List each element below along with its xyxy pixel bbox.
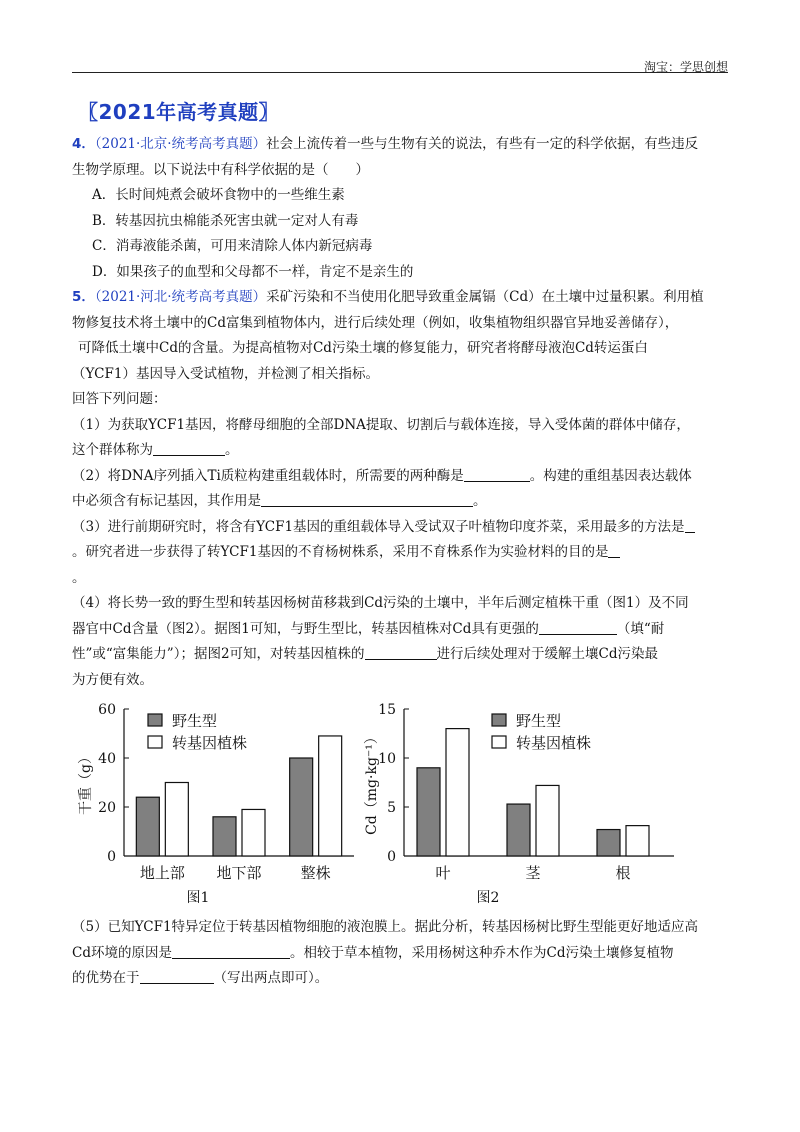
q4-number: 4． [72,136,95,152]
q4-option-b: B．转基因抗虫棉能杀死害虫就一定对人有毒 [92,212,359,229]
bar [417,768,440,856]
q5-sub4-text-d: 性”或“富集能力”）；据图2可知，对转基因植株的 [72,646,365,662]
q5-sub4-line1: （4）将长势一致的野生型和转基因杨树苗移栽到Cd污染的土壤中，半年后测定植株干重（图1）及不同 [72,595,689,611]
figure-caption: 图2 [476,890,500,905]
y-tick-label: 5 [387,800,396,816]
q5-sub5-text-e: （写出两点即可）。 [213,970,329,986]
q5-sub1-end: 。 [225,442,239,458]
legend-label: 野生型 [516,712,562,730]
answer-blank[interactable] [365,643,437,660]
x-tick-label: 地下部 [216,864,262,882]
answer-blank[interactable] [464,465,530,482]
legend-label: 野生型 [172,712,218,730]
q5-sub4-line4: 为方便有效。 [72,671,153,688]
answer-blank[interactable] [685,516,695,533]
bar [626,826,649,856]
bar [507,804,530,856]
q5-sub2-line2 [72,489,732,515]
bar [136,797,159,856]
q5-sub3-text-b: 。研究者进一步获得了转YCF1基因的不育杨树株系，采用不育株系作为实验材料的目的是 [72,544,609,560]
answer-blank[interactable] [172,942,290,959]
q5-sub5-text-d: 的优势在于 [72,970,140,986]
figure-area [72,690,732,905]
y-axis-label: Cd（mg·kg⁻¹） [364,730,380,835]
section-title: 〖2021年高考真题〗 [78,100,280,124]
q4-stem-text: 社会上流传着一些与生物有关的说法，有些有一定的科学依据，有些违反 [266,136,699,152]
y-tick-label: 0 [387,849,396,865]
legend-label: 转基因植株 [516,734,592,752]
answer-blank[interactable] [140,967,214,984]
legend-swatch [492,736,506,748]
q5-sub4-text-c: （填“耐 [616,620,665,637]
questions [72,132,732,693]
q5-stem-line3: 可降低土壤中Cd的含量。为提高植物对Cd污染土壤的修复能力，研究者将酵母液泡Cd转运蛋白 [78,340,648,356]
q5-sub3-text-a: （3）进行前期研究时，将含有YCF1基因的重组载体导入受试双子叶植物印度芥菜，采用最多的方法是 [72,518,685,535]
bar [213,817,236,856]
answer-blank[interactable] [261,490,473,507]
q5-sub3-line3: 。 [72,569,86,586]
answer-blank[interactable] [539,618,617,635]
q5-sub3-line1 [72,515,732,541]
q5-sub2-line1 [72,464,732,490]
answer-blank[interactable] [153,439,225,456]
q5-sub5-line2 [72,941,732,967]
q5-stem-text: 采矿污染和不当使用化肥导致重金属镉（Cd）在土壤中过量积累。利用植 [266,289,704,305]
q5-sub2-text-b: 。构建的重组基因表达载体 [529,467,692,484]
q4-stem-line1 [72,132,732,158]
q5-stem-line2: 物修复技术将土壤中的Cd富集到植物体内，进行后续处理（例如，收集植物组织器官异地妥善储存）， [72,314,679,331]
x-tick-label: 叶 [435,864,451,882]
q4-option-c: C．消毒液能杀菌，可用来清除人体内新冠病毒 [92,238,373,254]
figure-caption: 图1 [186,890,210,905]
q5-sub2-text-a: （2）将DNA序列插入Ti质粒构建重组载体时，所需要的两种酶是 [72,467,464,484]
q4-option-a: A．长时间炖煮会破坏食物中的一些维生素 [92,187,345,203]
q5-sub5 [72,915,732,992]
q4-stem-line2: 生物学原理。以下说法中有科学依据的是（ ） [72,161,369,178]
y-tick-label: 10 [378,751,396,767]
q5-sub2-end: 。 [473,493,487,509]
legend-swatch [148,736,162,748]
y-tick-label: 20 [98,800,116,816]
q5-sub5-line3 [72,966,732,992]
q5-sub4-line3 [72,642,732,668]
bar [290,758,313,856]
q5-sub1-line2 [72,438,732,464]
header-divider [72,72,728,73]
q5-sub5-text-c: 。相较于草本植物，采用杨树这种乔木作为Cd污染土壤修复植物 [289,944,674,961]
bar [165,783,188,857]
y-tick-label: 40 [98,751,116,767]
q5-source: （2021·河北·统考高考真题） [94,289,267,305]
q5-sub4-text-b: 器官中Cd含量（图2）。据图1可知，与野生型比，转基因植株对Cd具有更强的 [72,620,539,637]
figure-2-chart [362,690,692,905]
q5-sub2-text-c: 中必须含有标记基因，其作用是 [72,493,261,509]
answer-blank[interactable] [608,541,620,558]
q4-source: （2021·北京·统考高考真题） [94,136,267,152]
q5-sub4-line2 [72,617,732,643]
x-tick-label: 地上部 [139,864,185,882]
q5-sub1-text: 这个群体称为 [72,442,153,458]
y-tick-label: 60 [98,702,116,718]
q5-sub3-line2 [72,540,732,566]
header-source-text: 淘宝：学思创想 [643,60,728,74]
y-axis-label: 干重（g） [78,750,94,815]
x-tick-label: 整株 [300,864,331,882]
y-tick-label: 15 [378,702,396,718]
legend-swatch [148,714,162,726]
x-tick-label: 根 [615,864,631,882]
q5-stem-line4: （YCF1）基因导入受试植物，并检测了相关指标。 [72,365,379,382]
legend-swatch [492,714,506,726]
bar [446,729,469,856]
q5-prompt: 回答下列问题： [72,391,167,407]
bar [242,809,265,856]
q5-stem-line1 [72,285,732,311]
q5-number: 5． [72,289,95,305]
y-tick-label: 0 [107,849,116,865]
bar [536,785,559,856]
legend-label: 转基因植株 [172,734,248,752]
bar [319,736,342,856]
figure-1-chart [72,690,372,905]
q5-sub5-line1: （5）已知YCF1特异定位于转基因植物细胞的液泡膜上。据此分析，转基因杨树比野生型能更好地适应高 [72,919,699,935]
bar [597,830,620,856]
q5-sub1-line1: （1）为获取YCF1基因，将酵母细胞的全部DNA提取、切割后与载体连接，导入受体菌的群体中储存， [72,416,690,433]
q4-option-d: D．如果孩子的血型和父母都不一样，肯定不是亲生的 [92,263,414,280]
q5-sub5-text-b: Cd环境的原因是 [72,944,172,961]
x-tick-label: 茎 [525,864,541,882]
q5-sub4-text-e: 进行后续处理对于缓解土壤Cd污染最 [436,646,659,662]
